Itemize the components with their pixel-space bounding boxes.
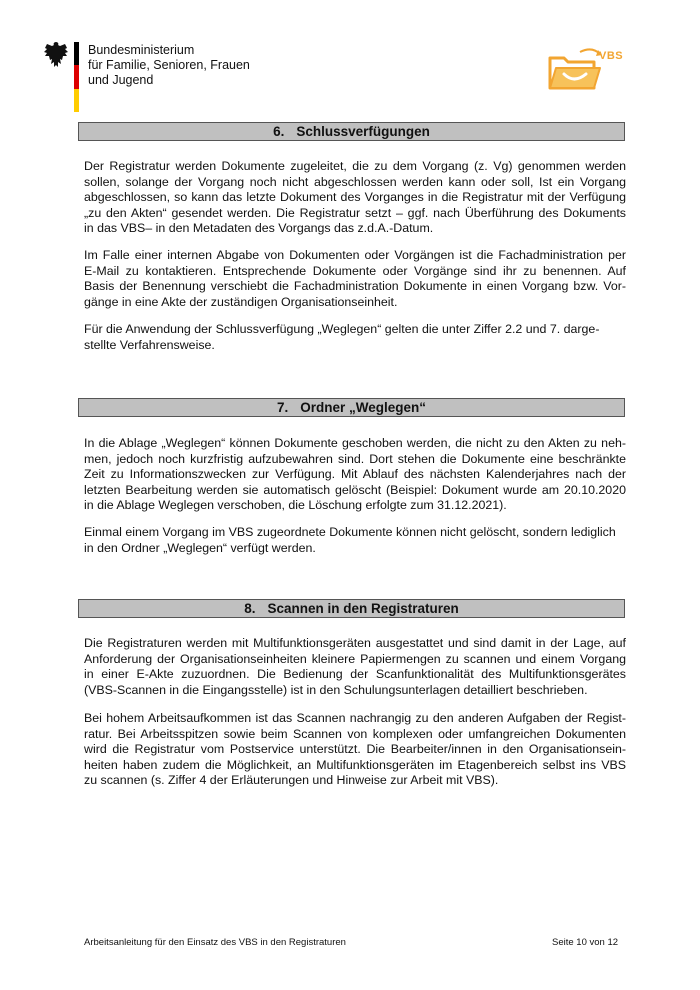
- section-title: Scannen in den Registraturen: [267, 601, 459, 616]
- vbs-logo-text: VBS: [599, 50, 624, 62]
- text-line: Basis der Benennung verschiebt die Fachadministration Dokumente in einen Vorgang bzw. Vor-: [84, 279, 626, 294]
- text-line: Anforderung der Organisationseinheiten kleinere Papiermengen zu scannen und einem Vorgang: [84, 651, 626, 666]
- paragraph: [84, 525, 626, 556]
- section-title: Ordner „Weglegen“: [300, 400, 427, 415]
- text-line: sollen, solange der Vorgang noch nicht abgeschlossen werden kann oder soll, Ist ein Vorgang: [84, 174, 626, 189]
- text-line: in den Ordner „Weglegen“ verfügt werden.: [84, 540, 316, 555]
- text-line: Für die Anwendung der Schlussverfügung „Weglegen“ gelten die unter Ziffer 2.2 und 7. darge-: [84, 322, 600, 336]
- text-line: E-Mail zu kontaktieren. Entsprechende Dokumente oder Vorgänge sind ihr zu benennen. Auf: [84, 263, 626, 278]
- text-line: in einer E-Akte zuzuordnen. Die Bedienung der Scanfunktionalität des Multifunktionsgerätes: [84, 667, 626, 682]
- flag-red: [74, 65, 79, 88]
- text-line: ratur. Bei Arbeitsspitzen sowie beim Scannen von komplexen oder umfangreichen Dokumenten: [84, 726, 626, 741]
- text-line: zu scannen (s. Ziffer 4 der Erläuterungen und Hinweise zur Arbeit mit VBS).: [84, 773, 499, 788]
- text-line: abgeschlossen, so kann das letzte Dokument des Vorganges in die Registratur mit der Verfügung: [84, 190, 626, 205]
- ministry-line: für Familie, Senioren, Frauen: [88, 58, 250, 72]
- german-flag-stripe: [74, 42, 79, 112]
- text-line: In die Ablage „Weglegen“ können Dokumente geschoben werden, die nicht zu den Akten zu neh-: [84, 436, 626, 450]
- paragraph: [84, 159, 626, 237]
- flag-black: [74, 42, 79, 65]
- text-line: „zu den Akten“ gesendet werden. Die Registratur setzt – ggf. nach Überführung des Dokuments: [84, 205, 626, 220]
- paragraph: [84, 636, 626, 698]
- text-line: Einmal einem Vorgang im VBS zugeordnete Dokumente können nicht gelöscht, sondern lediglich: [84, 525, 616, 539]
- text-line: letzten Bearbeitung werden sie automatisch gelöscht (Beispiel: Dokument wurde am 20.10.2020: [84, 482, 626, 497]
- ministry-name: [88, 43, 250, 88]
- section-number: 8.: [244, 601, 256, 616]
- section-number: 7.: [276, 400, 289, 415]
- section-number: 6.: [273, 124, 285, 139]
- text-line: in die Ablage Weglegen verschoben, die Löschung erfolgte zum 31.12.2021).: [84, 498, 507, 513]
- section-heading-7: [78, 398, 625, 417]
- text-line: heiten haben zudem die Möglichkeit, an Multifunktionsgeräten im Etagenbereich selbst ins VBS: [84, 757, 626, 772]
- paragraph: [84, 248, 626, 310]
- page-header: [0, 0, 700, 115]
- text-line: stellte Verfahrensweise.: [84, 337, 215, 352]
- paragraph: [84, 711, 626, 789]
- footer-page-number: Seite 10 von 12: [552, 937, 619, 948]
- ministry-line: Bundesministerium: [88, 43, 195, 57]
- paragraph: [84, 436, 626, 514]
- section-title: Schlussverfügungen: [296, 124, 430, 139]
- section-heading-8: [78, 599, 625, 618]
- section-heading-6: [78, 122, 625, 141]
- text-line: Der Registratur werden Dokumente zugeleitet, die zu dem Vorgang (z. Vg) genommen werden: [84, 159, 626, 173]
- paragraph: [84, 322, 626, 353]
- text-line: men, jedoch noch kurzfristig aufzubewahren sind. Dort stehen die Dokumente eine beschränkte: [84, 451, 626, 466]
- text-line: Die Registraturen werden mit Multifunktionsgeräten ausgestattet und sind damit in der Lage, auf: [84, 636, 626, 650]
- ministry-line: und Jugend: [88, 73, 154, 87]
- federal-eagle-icon: [43, 40, 69, 70]
- text-line: gänge in eine Akte der zuständigen Organisationseinheit.: [84, 294, 398, 309]
- footer-document-title: Arbeitsanleitung für den Einsatz des VBS in den Registraturen: [84, 937, 346, 948]
- text-line: (VBS-Scannen in die Eingangsstelle) ist in den Schulungsunterlagen detailliert beschrieben.: [84, 682, 588, 697]
- text-line: Zeit zu Informationszwecken zur Verfügung. Mit Ablauf des nächsten Kalenderjahres nach der: [84, 467, 626, 482]
- text-line: Bei hohem Arbeitsaufkommen ist das Scannen nachrangig zu den anderen Aufgaben der Regist-: [84, 711, 626, 725]
- text-line: Im Falle einer internen Abgabe von Dokumenten oder Vorgängen ist die Fachadministration per: [84, 248, 626, 262]
- flag-gold: [74, 89, 79, 112]
- text-line: in das VBS– in den Metadaten des Vorgangs das z.d.A.-Datum.: [84, 221, 434, 236]
- text-line: wird die Registratur vom Postservice unterstützt. Die Bearbeiter/innen in den Organisationsein-: [84, 742, 626, 757]
